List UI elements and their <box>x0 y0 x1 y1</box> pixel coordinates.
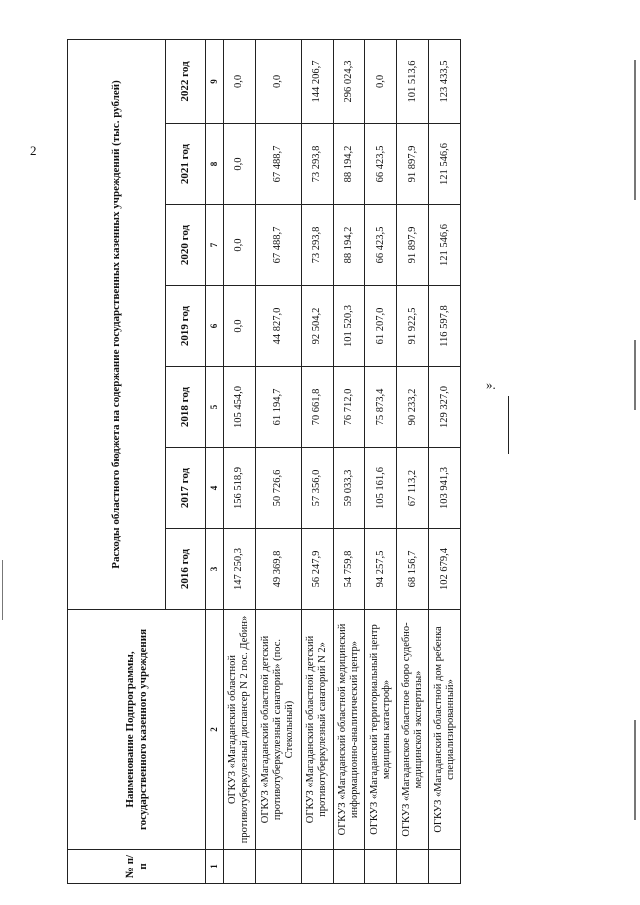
table-row <box>365 39 397 883</box>
scan-artifact-right <box>634 340 636 410</box>
value-cell: 88 194,2 <box>333 124 365 205</box>
row-number <box>397 850 429 884</box>
value-cell: 68 156,7 <box>397 529 429 610</box>
value-cell: 90 233,2 <box>397 367 429 448</box>
value-cell: 0,0 <box>224 124 256 205</box>
value-cell: 101 520,3 <box>333 286 365 367</box>
value-cell: 91 897,9 <box>397 205 429 286</box>
value-cell: 59 033,3 <box>333 448 365 529</box>
row-number <box>429 850 461 884</box>
value-cell: 70 661,8 <box>301 367 333 448</box>
value-cell: 94 257,5 <box>365 529 397 610</box>
table-row <box>429 39 461 883</box>
column-index: 6 <box>206 286 224 367</box>
table-row <box>255 39 301 883</box>
column-index: 2 <box>206 610 224 850</box>
value-cell: 105 454,0 <box>224 367 256 448</box>
value-cell: 296 024,3 <box>333 39 365 123</box>
column-index: 1 <box>206 850 224 884</box>
value-cell: 91 922,5 <box>397 286 429 367</box>
value-cell: 129 327,0 <box>429 367 461 448</box>
column-index: 4 <box>206 448 224 529</box>
value-cell: 66 423,5 <box>365 124 397 205</box>
year-header: 2020 год <box>166 205 206 286</box>
col-expenses-header: Расходы областного бюджета на содержание государственных казенных учреждений (тыс. рублей) <box>68 39 166 609</box>
row-number <box>333 850 365 884</box>
year-header: 2018 год <box>166 367 206 448</box>
value-cell: 49 369,8 <box>255 529 301 610</box>
value-cell: 92 504,2 <box>301 286 333 367</box>
value-cell: 67 488,7 <box>255 124 301 205</box>
year-header: 2019 год <box>166 286 206 367</box>
table-row <box>333 39 365 883</box>
row-number <box>224 850 256 884</box>
value-cell: 76 712,0 <box>333 367 365 448</box>
column-index: 9 <box>206 39 224 123</box>
institution-name: ОГКУЗ «Магаданский территориальный центр медицины катастроф» <box>365 610 397 850</box>
value-cell: 54 759,8 <box>333 529 365 610</box>
institution-name: ОГКУЗ «Магаданский областной детский противотуберкулезный санаторий» (пос. Стекольный) <box>255 610 301 850</box>
year-header: 2016 год <box>166 529 206 610</box>
value-cell: 73 293,8 <box>301 205 333 286</box>
value-cell: 44 827,0 <box>255 286 301 367</box>
col-name-header: Наименование Подпрограммы, государственного казенного учреждения <box>68 610 206 850</box>
column-index: 8 <box>206 124 224 205</box>
value-cell: 156 518,9 <box>224 448 256 529</box>
column-index: 3 <box>206 529 224 610</box>
value-cell: 0,0 <box>224 286 256 367</box>
value-cell: 102 679,4 <box>429 529 461 610</box>
value-cell: 147 250,3 <box>224 529 256 610</box>
column-index: 7 <box>206 205 224 286</box>
value-cell: 121 546,6 <box>429 124 461 205</box>
column-index: 5 <box>206 367 224 448</box>
expenses-table <box>67 39 461 884</box>
value-cell: 0,0 <box>255 39 301 123</box>
value-cell: 56 247,9 <box>301 529 333 610</box>
value-cell: 123 433,5 <box>429 39 461 123</box>
value-cell: 105 161,6 <box>365 448 397 529</box>
rotated-table-wrapper <box>67 40 461 884</box>
value-cell: 67 488,7 <box>255 205 301 286</box>
institution-name: ОГКУЗ «Магаданское областное бюро судебно-медицинской экспертизы» <box>397 610 429 850</box>
value-cell: 88 194,2 <box>333 205 365 286</box>
row-number <box>301 850 333 884</box>
value-cell: 67 113,2 <box>397 448 429 529</box>
table-row <box>301 39 333 883</box>
table-row <box>397 39 429 883</box>
value-cell: 66 423,5 <box>365 205 397 286</box>
year-header: 2022 год <box>166 39 206 123</box>
value-cell: 103 941,3 <box>429 448 461 529</box>
institution-name: ОГКУЗ «Магаданский областной противотуберкулезный диспансер N 2 пос. Дебин» <box>224 610 256 850</box>
scan-artifact-left <box>2 560 3 620</box>
value-cell: 61 207,0 <box>365 286 397 367</box>
value-cell: 57 356,0 <box>301 448 333 529</box>
value-cell: 101 513,6 <box>397 39 429 123</box>
value-cell: 0,0 <box>224 205 256 286</box>
signature-line <box>508 396 509 454</box>
value-cell: 75 873,4 <box>365 367 397 448</box>
value-cell: 144 206,7 <box>301 39 333 123</box>
closing-quote-mark: ». <box>486 377 496 392</box>
value-cell: 91 897,9 <box>397 124 429 205</box>
scan-artifact-right <box>634 720 636 820</box>
year-header: 2017 год <box>166 448 206 529</box>
value-cell: 73 293,8 <box>301 124 333 205</box>
value-cell: 121 546,6 <box>429 205 461 286</box>
institution-name: ОГКУЗ «Магаданский областной дом ребенка специализированный» <box>429 610 461 850</box>
value-cell: 116 597,8 <box>429 286 461 367</box>
value-cell: 0,0 <box>224 39 256 123</box>
institution-name: ОГКУЗ «Магаданский областной детский противотуберкулезный санаторий N 2» <box>301 610 333 850</box>
scan-artifact-right <box>634 60 636 200</box>
page-number: 2 <box>30 143 37 158</box>
row-number <box>255 850 301 884</box>
col-number-header: № п/п <box>68 850 206 884</box>
year-header: 2021 год <box>166 124 206 205</box>
institution-name: ОГКУЗ «Магаданский областной медицинский информационно-аналитический центр» <box>333 610 365 850</box>
value-cell: 50 726,6 <box>255 448 301 529</box>
table-row <box>224 39 256 883</box>
value-cell: 61 194,7 <box>255 367 301 448</box>
value-cell: 0,0 <box>365 39 397 123</box>
row-number <box>365 850 397 884</box>
